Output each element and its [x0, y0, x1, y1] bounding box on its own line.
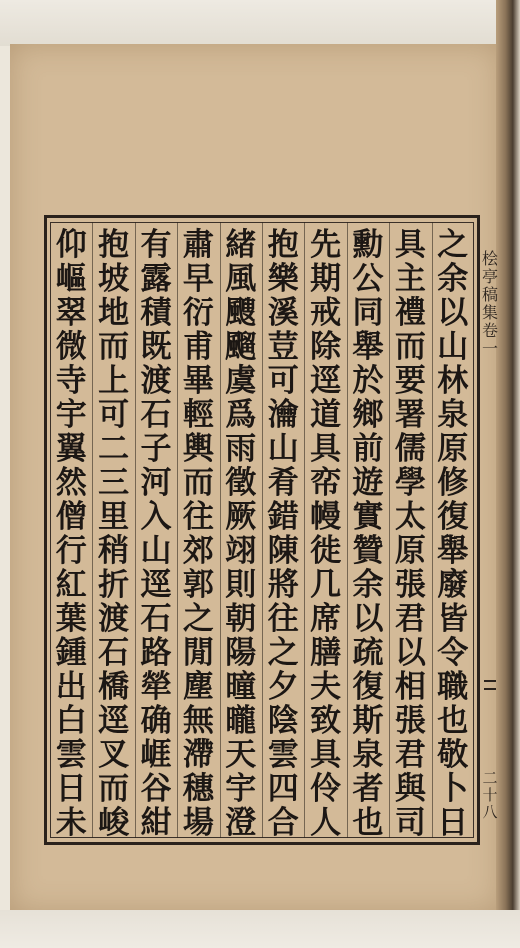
character: 同	[352, 295, 384, 331]
character: 要	[394, 363, 426, 399]
character: 几	[310, 567, 342, 603]
character: 峻	[98, 805, 130, 841]
text-column-8	[136, 227, 176, 841]
character: 一	[481, 339, 498, 358]
character: 鄉	[352, 397, 384, 433]
character: 曨	[225, 703, 257, 739]
character: 敬	[437, 737, 469, 773]
character: 可	[267, 363, 299, 399]
character: 鍾	[55, 635, 87, 671]
character: 早	[182, 261, 214, 297]
character: 颼	[225, 295, 257, 331]
character: 石	[98, 635, 130, 671]
character: 嶇	[55, 261, 87, 297]
character: 遊	[352, 465, 384, 501]
character: 閒	[182, 635, 214, 671]
text-column-9	[94, 227, 134, 841]
character: 白	[55, 703, 87, 739]
character: 紅	[55, 567, 87, 603]
book-spine	[496, 0, 520, 948]
bottom-background	[0, 910, 520, 948]
character: 郭	[182, 567, 214, 603]
character: 山	[140, 533, 172, 569]
character: 余	[352, 567, 384, 603]
character: 除	[310, 329, 342, 365]
character: 折	[98, 567, 130, 603]
character: 樂	[267, 261, 299, 297]
character: 戒	[310, 295, 342, 331]
character: 原	[394, 533, 426, 569]
character: 雲	[55, 737, 87, 773]
character: 石	[140, 601, 172, 637]
character: 肴	[267, 465, 299, 501]
character: 職	[437, 669, 469, 705]
character: 行	[55, 533, 87, 569]
character: 陰	[267, 703, 299, 739]
character: 前	[352, 431, 384, 467]
text-column-10	[51, 227, 91, 841]
character: 復	[352, 669, 384, 705]
character: 禮	[394, 295, 426, 331]
character: 卜	[437, 771, 469, 807]
character: 石	[140, 397, 172, 433]
character: 膳	[310, 635, 342, 671]
character: 僧	[55, 499, 87, 535]
character: 瀹	[267, 397, 299, 433]
character: 余	[437, 261, 469, 297]
margin-page-number	[481, 770, 499, 821]
character: 虞	[225, 363, 257, 399]
character: 錯	[267, 499, 299, 535]
character: 則	[225, 567, 257, 603]
character: 逕	[310, 363, 342, 399]
character: 日	[437, 805, 469, 841]
character: 塵	[182, 669, 214, 705]
character: 先	[310, 227, 342, 263]
character: 溪	[267, 295, 299, 331]
character: 十	[482, 786, 498, 804]
character: 實	[352, 499, 384, 535]
character: 陳	[267, 533, 299, 569]
character: 朝	[225, 601, 257, 637]
character: 疏	[352, 635, 384, 671]
top-background	[0, 0, 520, 46]
character: 緒	[225, 227, 257, 263]
character: 之	[437, 227, 469, 263]
character: 雲	[267, 737, 299, 773]
character: 張	[394, 567, 426, 603]
character: 河	[140, 465, 172, 501]
character: 之	[182, 601, 214, 637]
character: 原	[437, 431, 469, 467]
text-column-7	[178, 227, 218, 841]
character: 可	[98, 397, 130, 433]
character: 山	[267, 431, 299, 467]
character: 渡	[140, 363, 172, 399]
margin-title	[481, 250, 499, 358]
character: 山	[437, 329, 469, 365]
character: 坡	[98, 261, 130, 297]
character: 廢	[437, 567, 469, 603]
character: 逕	[140, 567, 172, 603]
character: 未	[55, 805, 87, 841]
character: 仰	[55, 227, 87, 263]
character: 太	[394, 499, 426, 535]
character: 抱	[267, 227, 299, 263]
character: 集	[481, 303, 498, 322]
character: 肅	[182, 227, 214, 263]
character: 夫	[310, 669, 342, 705]
character: 修	[437, 465, 469, 501]
character: 致	[310, 703, 342, 739]
character: 而	[182, 465, 214, 501]
character: 谷	[140, 771, 172, 807]
character: 地	[98, 295, 130, 331]
character: 露	[140, 261, 172, 297]
character: 以	[352, 601, 384, 637]
character: 日	[55, 771, 87, 807]
character: 厥	[225, 499, 257, 535]
character: 宇	[225, 771, 257, 807]
character: 於	[352, 363, 384, 399]
character: 滯	[182, 737, 214, 773]
character: 三	[98, 465, 130, 501]
character: 輕	[182, 397, 214, 433]
character: 風	[225, 261, 257, 297]
character: 犖	[140, 669, 172, 705]
character: 令	[437, 635, 469, 671]
character: 然	[55, 465, 87, 501]
character: 徙	[310, 533, 342, 569]
text-column-2	[390, 227, 430, 841]
character: 場	[182, 805, 214, 841]
character: 路	[140, 635, 172, 671]
character: 上	[98, 363, 130, 399]
character: 而	[394, 329, 426, 365]
character: 帟	[310, 465, 342, 501]
character: 二	[98, 431, 130, 467]
character: 輿	[182, 431, 214, 467]
character: 君	[394, 601, 426, 637]
character: 郊	[182, 533, 214, 569]
character: 具	[310, 737, 342, 773]
character: 稿	[481, 285, 498, 304]
character: 張	[394, 703, 426, 739]
text-column-3	[348, 227, 388, 841]
character: 無	[182, 703, 214, 739]
character: 公	[352, 261, 384, 297]
character: 确	[140, 703, 172, 739]
character: 儒	[394, 431, 426, 467]
character: 里	[98, 499, 130, 535]
character: 贊	[352, 533, 384, 569]
text-column-1	[433, 227, 473, 841]
character: 八	[482, 803, 498, 821]
character: 具	[394, 227, 426, 263]
character: 往	[182, 499, 214, 535]
character: 澄	[225, 805, 257, 841]
character: 荳	[267, 329, 299, 365]
character: 相	[394, 669, 426, 705]
character: 幔	[310, 499, 342, 535]
character: 衍	[182, 295, 214, 331]
character: 崕	[140, 737, 172, 773]
character: 曈	[225, 669, 257, 705]
character: 徵	[225, 465, 257, 501]
character: 具	[310, 431, 342, 467]
character: 而	[98, 771, 130, 807]
character: 合	[267, 805, 299, 841]
character: 出	[55, 669, 87, 705]
character: 人	[310, 805, 342, 841]
character: 復	[437, 499, 469, 535]
character: 以	[394, 635, 426, 671]
fish-tail-mark	[484, 680, 496, 690]
character: 主	[394, 261, 426, 297]
character: 陽	[225, 635, 257, 671]
character: 積	[140, 295, 172, 331]
character: 翼	[55, 431, 87, 467]
character: 泉	[437, 397, 469, 433]
character: 往	[267, 601, 299, 637]
text-column-6	[221, 227, 261, 841]
character: 二	[482, 769, 498, 787]
character: 學	[394, 465, 426, 501]
character: 卷	[481, 321, 498, 340]
character: 期	[310, 261, 342, 297]
character: 也	[352, 805, 384, 841]
character: 子	[140, 431, 172, 467]
character: 紺	[140, 805, 172, 841]
character: 寺	[55, 363, 87, 399]
character: 道	[310, 397, 342, 433]
text-column-5	[263, 227, 303, 841]
character: 之	[267, 635, 299, 671]
character: 舉	[352, 329, 384, 365]
character: 抱	[98, 227, 130, 263]
character: 穗	[182, 771, 214, 807]
character: 微	[55, 329, 87, 365]
character: 橋	[98, 669, 130, 705]
character: 舉	[437, 533, 469, 569]
character: 君	[394, 737, 426, 773]
character: 爲	[225, 397, 257, 433]
character: 與	[394, 771, 426, 807]
character: 泉	[352, 737, 384, 773]
character: 伶	[310, 771, 342, 807]
character: 司	[394, 805, 426, 841]
character: 席	[310, 601, 342, 637]
character: 而	[98, 329, 130, 365]
character: 也	[437, 703, 469, 739]
character: 渡	[98, 601, 130, 637]
character: 叉	[98, 737, 130, 773]
character: 桧	[481, 249, 498, 268]
character: 既	[140, 329, 172, 365]
character: 勳	[352, 227, 384, 263]
character: 葉	[55, 601, 87, 637]
character: 四	[267, 771, 299, 807]
character: 甫	[182, 329, 214, 365]
character: 入	[140, 499, 172, 535]
character: 飀	[225, 329, 257, 365]
character: 署	[394, 397, 426, 433]
character: 翊	[225, 533, 257, 569]
character: 天	[225, 737, 257, 773]
character: 稍	[98, 533, 130, 569]
character: 逕	[98, 703, 130, 739]
character: 以	[437, 295, 469, 331]
character: 翠	[55, 295, 87, 331]
character: 有	[140, 227, 172, 263]
character: 林	[437, 363, 469, 399]
text-column-4	[306, 227, 346, 841]
character: 雨	[225, 431, 257, 467]
character: 者	[352, 771, 384, 807]
character: 畢	[182, 363, 214, 399]
character: 夕	[267, 669, 299, 705]
character: 宇	[55, 397, 87, 433]
character: 皆	[437, 601, 469, 637]
character: 斯	[352, 703, 384, 739]
character: 亭	[481, 267, 498, 286]
character: 將	[267, 567, 299, 603]
